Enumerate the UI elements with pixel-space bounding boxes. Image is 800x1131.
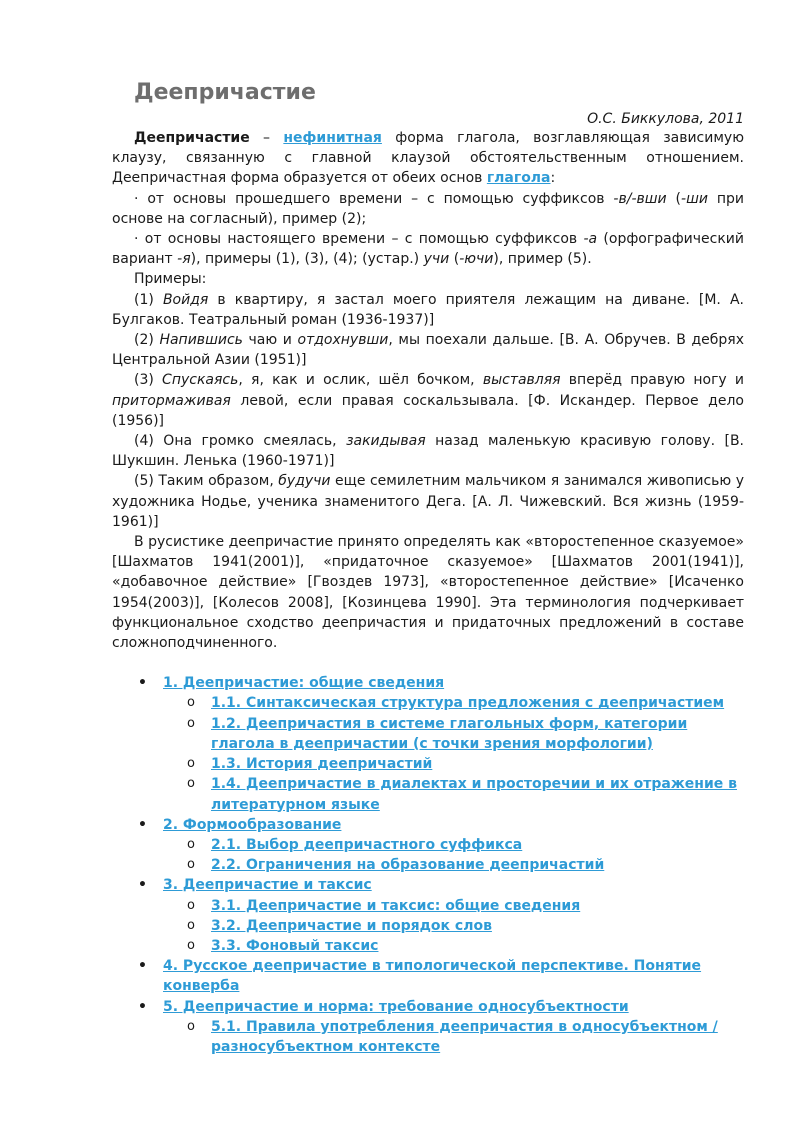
- circle-bullet-icon: o: [187, 776, 195, 792]
- ex1-italic: Войдя: [162, 291, 209, 308]
- toc-link-3[interactable]: 3. Деепричастие и таксис: [163, 877, 372, 894]
- circle-bullet-icon: o: [187, 1018, 195, 1034]
- bullet-icon: •: [138, 675, 147, 692]
- toc-link-3-3[interactable]: 3.3. Фоновый таксис: [211, 937, 379, 954]
- toc-item-4: [112, 956, 744, 996]
- ex1-num: (1): [134, 291, 163, 308]
- ex2-text-b: чаю и: [242, 332, 298, 349]
- dash: –: [249, 130, 284, 146]
- ex5-text-a: (5) Таким образом,: [134, 473, 279, 490]
- examples-label: Примеры:: [134, 271, 207, 288]
- toc-link-2-2[interactable]: 2.2. Ограничения на образование деепричастий: [211, 857, 605, 874]
- toc-link-3-1[interactable]: 3.1. Деепричастие и таксис: общие сведения: [211, 897, 581, 914]
- toc-item-5: [112, 997, 744, 1017]
- rule1-text-b: (: [666, 190, 682, 207]
- ex2-text-c: , мы поехали дальше. [В. А. Обручев. В дебрях Центральной Азии (1951)]: [112, 332, 744, 369]
- ex4-text-a: (4) Она громко смеялась,: [134, 433, 347, 450]
- bullet-icon: •: [138, 877, 147, 894]
- rule2-text-d: (: [449, 251, 460, 268]
- circle-bullet-icon: o: [187, 857, 195, 873]
- toc-link-3-2[interactable]: 3.2. Деепричастие и порядок слов: [211, 917, 492, 934]
- circle-bullet-icon: o: [187, 937, 195, 953]
- rule2-text-e: ), пример (5).: [493, 251, 592, 268]
- suffix-shi: -ши: [681, 190, 708, 207]
- toc-link-1-2[interactable]: 1.2. Деепричастия в системе глагольных форм, категории глагола в деепричастии (с точки зрения морфологии): [211, 715, 688, 752]
- toc-link-4[interactable]: 4. Русское деепричастие в типологической перспективе. Понятие конверба: [163, 958, 702, 995]
- ex3-italic-1: Спускаясь: [162, 372, 239, 389]
- rule-present-stem: [112, 229, 744, 269]
- circle-bullet-icon: o: [187, 715, 195, 731]
- suffix-ya: -я: [177, 251, 191, 268]
- toc-link-2-1[interactable]: 2.1. Выбор деепричастного суффикса: [211, 836, 523, 853]
- intro-text-1: форма глагола, возглавляющая зависимую клаузу, связанную с главной клаузой обстоятельственным отношением. Деепричастная форма образуется от обеих основ: [112, 130, 744, 187]
- bullet-icon: •: [138, 998, 147, 1015]
- circle-bullet-icon: o: [187, 695, 195, 711]
- toc-item-1: [112, 673, 744, 693]
- toc-link-5[interactable]: 5. Деепричастие и норма: требование односубъектности: [163, 998, 629, 1015]
- rule2-text-b: (орфографический вариант: [112, 231, 744, 268]
- ex2-italic-2: отдохнувши: [297, 332, 389, 349]
- ex3-italic-3: притормаживая: [112, 392, 231, 409]
- author-line: О.С. Биккулова, 2011: [587, 111, 744, 127]
- example-4: [112, 431, 744, 471]
- document-page: [112, 78, 744, 1057]
- ex2-italic-1: Напившись: [159, 332, 243, 349]
- link-nefinitnaya[interactable]: нефинитная: [283, 130, 382, 146]
- ex1-text: в квартиру, я застал моего приятеля лежащим на диване. [М. А. Булгаков. Театральный роман (1936-1937)]: [112, 291, 745, 328]
- ex5-italic: будучи: [278, 473, 331, 490]
- circle-bullet-icon: o: [187, 917, 195, 933]
- ex4-italic: закидывая: [346, 433, 426, 450]
- toc-item-3: [112, 875, 744, 895]
- intro-paragraph: [112, 128, 744, 189]
- circle-bullet-icon: o: [187, 756, 195, 772]
- intro-text-2: :: [550, 170, 556, 187]
- rule1-text: · от основы прошедшего времени – с помощью суффиксов: [134, 190, 614, 207]
- ex3-text-b: , я, как и ослик, шёл бочком,: [238, 372, 483, 389]
- table-of-contents: [112, 673, 744, 1057]
- term-bold: Деепричастие: [134, 130, 250, 146]
- toc-link-1-1[interactable]: 1.1. Синтаксическая структура предложения с деепричастием: [211, 695, 725, 712]
- bullet-icon: •: [138, 816, 147, 833]
- toc-link-1-4[interactable]: 1.4. Деепричастие в диалектах и просторечии и их отражение в литературном языке: [211, 776, 738, 813]
- rule2-text-c: ), примеры (1), (3), (4); (устар.): [190, 251, 424, 268]
- toc-link-5-1[interactable]: 5.1. Правила употребления деепричастия в односубъектном / разносубъектном контексте: [211, 1018, 718, 1055]
- toc-subitem-3-3: [112, 936, 744, 956]
- example-3: [112, 370, 744, 431]
- ex3-text-c: вперёд правую ногу и: [560, 372, 745, 389]
- example-1: [112, 290, 744, 330]
- toc-subitem-3-2: [112, 916, 744, 936]
- rule2-text: · от основы настоящего времени – с помощью суффиксов: [134, 231, 584, 248]
- rule1-text-c: при основе на согласный), пример (2);: [112, 190, 745, 227]
- suffix-a: -а: [583, 231, 598, 248]
- toc-subitem-1-1: [112, 693, 744, 713]
- word-uchi: учи: [423, 251, 450, 268]
- toc-subitem-5-1: [112, 1017, 744, 1057]
- toc-link-2[interactable]: 2. Формообразование: [163, 816, 342, 833]
- toc-subitem-2-1: [112, 835, 744, 855]
- toc-subitem-1-2: [112, 714, 744, 754]
- ex3-num: (3): [134, 372, 163, 389]
- circle-bullet-icon: o: [187, 836, 195, 852]
- ex5-text-b: еще семилетним мальчиком я занимался живописью у художника Нодье, ученика знаменитого Дега. [А. Л. Чижевский. Вся жизнь (1959-1961)]: [112, 473, 744, 530]
- toc-item-2: [112, 815, 744, 835]
- ex3-italic-2: выставляя: [482, 372, 561, 389]
- suffix-yuchi: -ючи: [459, 251, 494, 268]
- toc-subitem-1-4: [112, 774, 744, 814]
- page-title: Деепричастие: [134, 80, 316, 105]
- rusistics-paragraph: В русистике деепричастие принято определять как «второстепенное сказуемое» [Шахматов 1941(2001)], «придаточное сказуемое» [Шахматов 2001(1941)], «добавочное действие» [Гвоздев 1973], «второстепенное действие» [Исаченко 1954(2003)], [Колесов 2008], [Козинцева 1990]. Эта терминология подчеркивает функциональное сходство деепричастия и придаточных предложений в составе сложноподчиненного.: [112, 534, 744, 652]
- ex3-text-d: левой, если правая соскальзывала. [Ф. Искандер. Первое дело (1956)]: [112, 392, 744, 429]
- toc-subitem-1-3: [112, 754, 744, 774]
- toc-link-1-3[interactable]: 1.3. История деепричастий: [211, 756, 433, 773]
- circle-bullet-icon: o: [187, 897, 195, 913]
- ex4-text-b: назад маленькую красивую голову. [В. Шукшин. Ленька (1960-1971)]: [112, 433, 745, 470]
- link-glagola[interactable]: глагола: [486, 170, 551, 187]
- bullet-icon: •: [138, 958, 147, 975]
- toc-subitem-3-1: [112, 896, 744, 916]
- rule-past-stem: [112, 189, 744, 229]
- ex2-num: (2): [134, 332, 160, 349]
- toc-link-1[interactable]: 1. Деепричастие: общие сведения: [163, 675, 445, 692]
- suffix-v-vshi: -в/-вши: [613, 190, 667, 207]
- toc-subitem-2-2: [112, 855, 744, 875]
- example-5: [112, 471, 744, 532]
- example-2: [112, 330, 744, 370]
